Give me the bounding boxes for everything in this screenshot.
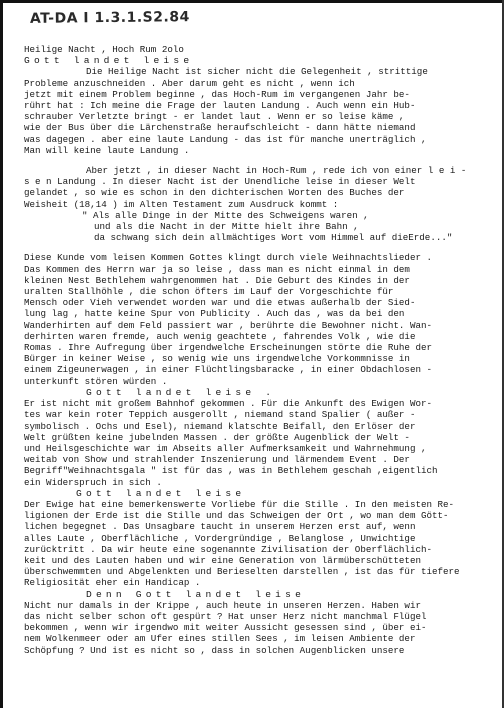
text-line: uralten Stallhöhle , die schon öfters im Lauf der Vorgeschichte für [24,286,394,298]
text-line: bekommen , wenn wir irgendwo mit weiter Aussicht gesessen sind , über ei- [24,622,427,634]
text-line: keit und des Lauten haben und wir eine Generation von lärmüberschütteten [24,554,421,566]
text-line: Schöpfung ? Und ist es nicht so , dass in solchen Augenblicken unsere [24,644,405,656]
text-line: zurücktritt . Da wir heute eine sogenannte Zivilisation der Oberflächlich- [24,543,432,555]
text-line: Diese Kunde vom leisen Kommen Gottes klingt durch viele Weihnachtslieder . [24,252,432,264]
text-line: schrauber Verletzte bringt - er landet laut . Wenn er so leise käme , [24,111,405,123]
section-heading: Gott landet leise . [86,386,276,398]
quote-line: und als die Nacht in der Mitte hielt ihre Bahn , [94,221,359,233]
quote-line: " Als alle Dinge in der Mitte des Schweigens waren , [82,209,369,221]
text-line: symbolisch . Ochs und Esel), niemand klatschte Beifall, den Erlöser der [24,420,416,432]
text-line: Aber jetzt , in dieser Nacht in Hoch-Rum , rede ich von einer l e i - [86,165,467,177]
text-line: jetzt mit einem Problem beginne , das Hoch-Rum im vergangenen Jahr be- [24,88,410,100]
text-line: kleinen Nest Bethlehem wahrgenommen hat . Die Geburt des Kindes in der [24,274,410,286]
text-line: Welt grüßten keine jubelnden Massen . der größte Augenblick der Welt - [24,431,410,443]
text-line: ligionen der Erde ist die Stille und das Schweigen der Ort , wo man dem Gött- [24,510,449,522]
scan-edge-left [0,0,3,708]
text-line: weitab von Show und strahlender Inszenierung und lärmendem Event . Der [24,454,410,466]
text-line: Man will keine laute Landung . [24,144,190,156]
text-line: alles Laute , Oberflächliche , Vordergründige , Belanglose , Unwichtige [24,532,416,544]
document-body [24,44,492,656]
text-line: Wanderhirten auf dem Feld passiert war , berührte die Bewohner nicht. Wan- [24,319,432,331]
text-line: gelandet , so wie es schon in den dichterischen Worten des Buches der [24,187,405,199]
paragraph-5 [24,499,492,589]
paragraph-6 [24,600,492,656]
paragraph-3 [24,252,492,386]
text-line: lichen begegnet . Das Unsagbare taucht in unserem Herzen erst auf, wenn [24,521,416,533]
text-line: Er ist nicht mit großem Bahnhof gekommen . Für die Ankunft des Ewigen Wor- [24,398,432,410]
scan-edge-top [0,0,504,3]
document-header: Heilige Nacht , Hoch Rum 2olo [24,44,184,55]
text-line: Mensch oder Vieh verwendet worden war und die etwas außerhalb der Sied- [24,297,416,309]
text-line: Der Ewige hat eine bemerkenswerte Vorliebe für die Stille . In den meisten Re- [24,498,455,510]
text-line: das nicht selber schon oft gespürt ? Hat unser Herz nicht manchmal Flügel [24,610,427,622]
paragraph-4 [24,398,492,488]
section-heading: Gott landet leise [76,487,246,499]
text-line: ein Widerspruch in sich . [24,476,162,488]
text-line: rührt hat : Ich meine die Frage der lauten Landung . Auch wenn ein Hub- [24,100,416,112]
text-line: Probleme anzuschneiden . Aber darum geht es nicht , wenn ich [24,77,355,89]
section-heading: Denn Gott landet leise [86,588,306,600]
text-line: und Heilsgeschichte war im Abseits aller Aufmerksamkeit und Wahrnehmung , [24,442,427,454]
text-line: s e n Landung . In dieser Nacht ist der Unendliche leise in dieser Welt [24,176,416,188]
paragraph-2 [24,165,492,243]
text-line: Das Kommen des Herrn war ja so leise , dass man es nicht einmal in dem [24,263,410,275]
quote-line: da schwang sich dein allmächtiges Wort vom Himmel auf dieErde..." [94,232,453,244]
text-line: lung lag , hatte keine Spur von Publicity . Auch das , was da bei den [24,308,405,320]
text-line: Religiosität eher ein Handicap . [24,577,201,589]
text-line: tes war kein roter Teppich ausgerollt , niemand stand Spalier ( außer - [24,409,416,421]
archive-stamp: AT-DA I 1.3.1.S2.84 [29,9,190,27]
section-heading: Gott landet leise [24,55,194,67]
text-line: überschwemmten und Abgelenkten und Berieselten darstellen , ist das für tiefere [24,566,460,578]
text-line: wie der Bus über die Lärchenstraße heraufschleicht - dann hätte niemand [24,122,416,134]
text-line: derhirten waren fremde, auch wenig geachtete , fahrendes Volk , wie die [24,330,416,342]
text-line: nem Wolkenmeer oder am Ufer eines stillen Sees , im leisen Ambiente der [24,633,416,645]
text-line: unterkunft stören würden . [24,375,168,387]
text-line: einem Zigeunerwagen , in einer Flüchtlingsbaracke , in einer Obdachlosen - [24,364,432,376]
text-line: Weisheit (18,14 ) im Alten Testament zum Ausdruck kommt : [24,198,339,210]
text-line: Bürger in keiner Weise , so wenig wie uns irgendwelche Vorkommnisse in [24,353,410,365]
text-line: Begriff"Weihnachtsgala " ist für das , was in Bethlehem geschah ,eigentlich [24,465,438,477]
text-line: Romas . Ihre Aufregung über irgendwelche Erscheinungen störte die Ruhe der [24,342,432,354]
paragraph-1 [24,66,492,156]
text-line: Die Heilige Nacht ist sicher nicht die Gelegenheit , strittige [86,66,428,78]
text-line: was dagegen . aber eine laute Landung - das ist für manche unerträglich , [24,133,427,145]
text-line: Nicht nur damals in der Krippe , auch heute in unseren Herzen. Haben wir [24,599,421,611]
